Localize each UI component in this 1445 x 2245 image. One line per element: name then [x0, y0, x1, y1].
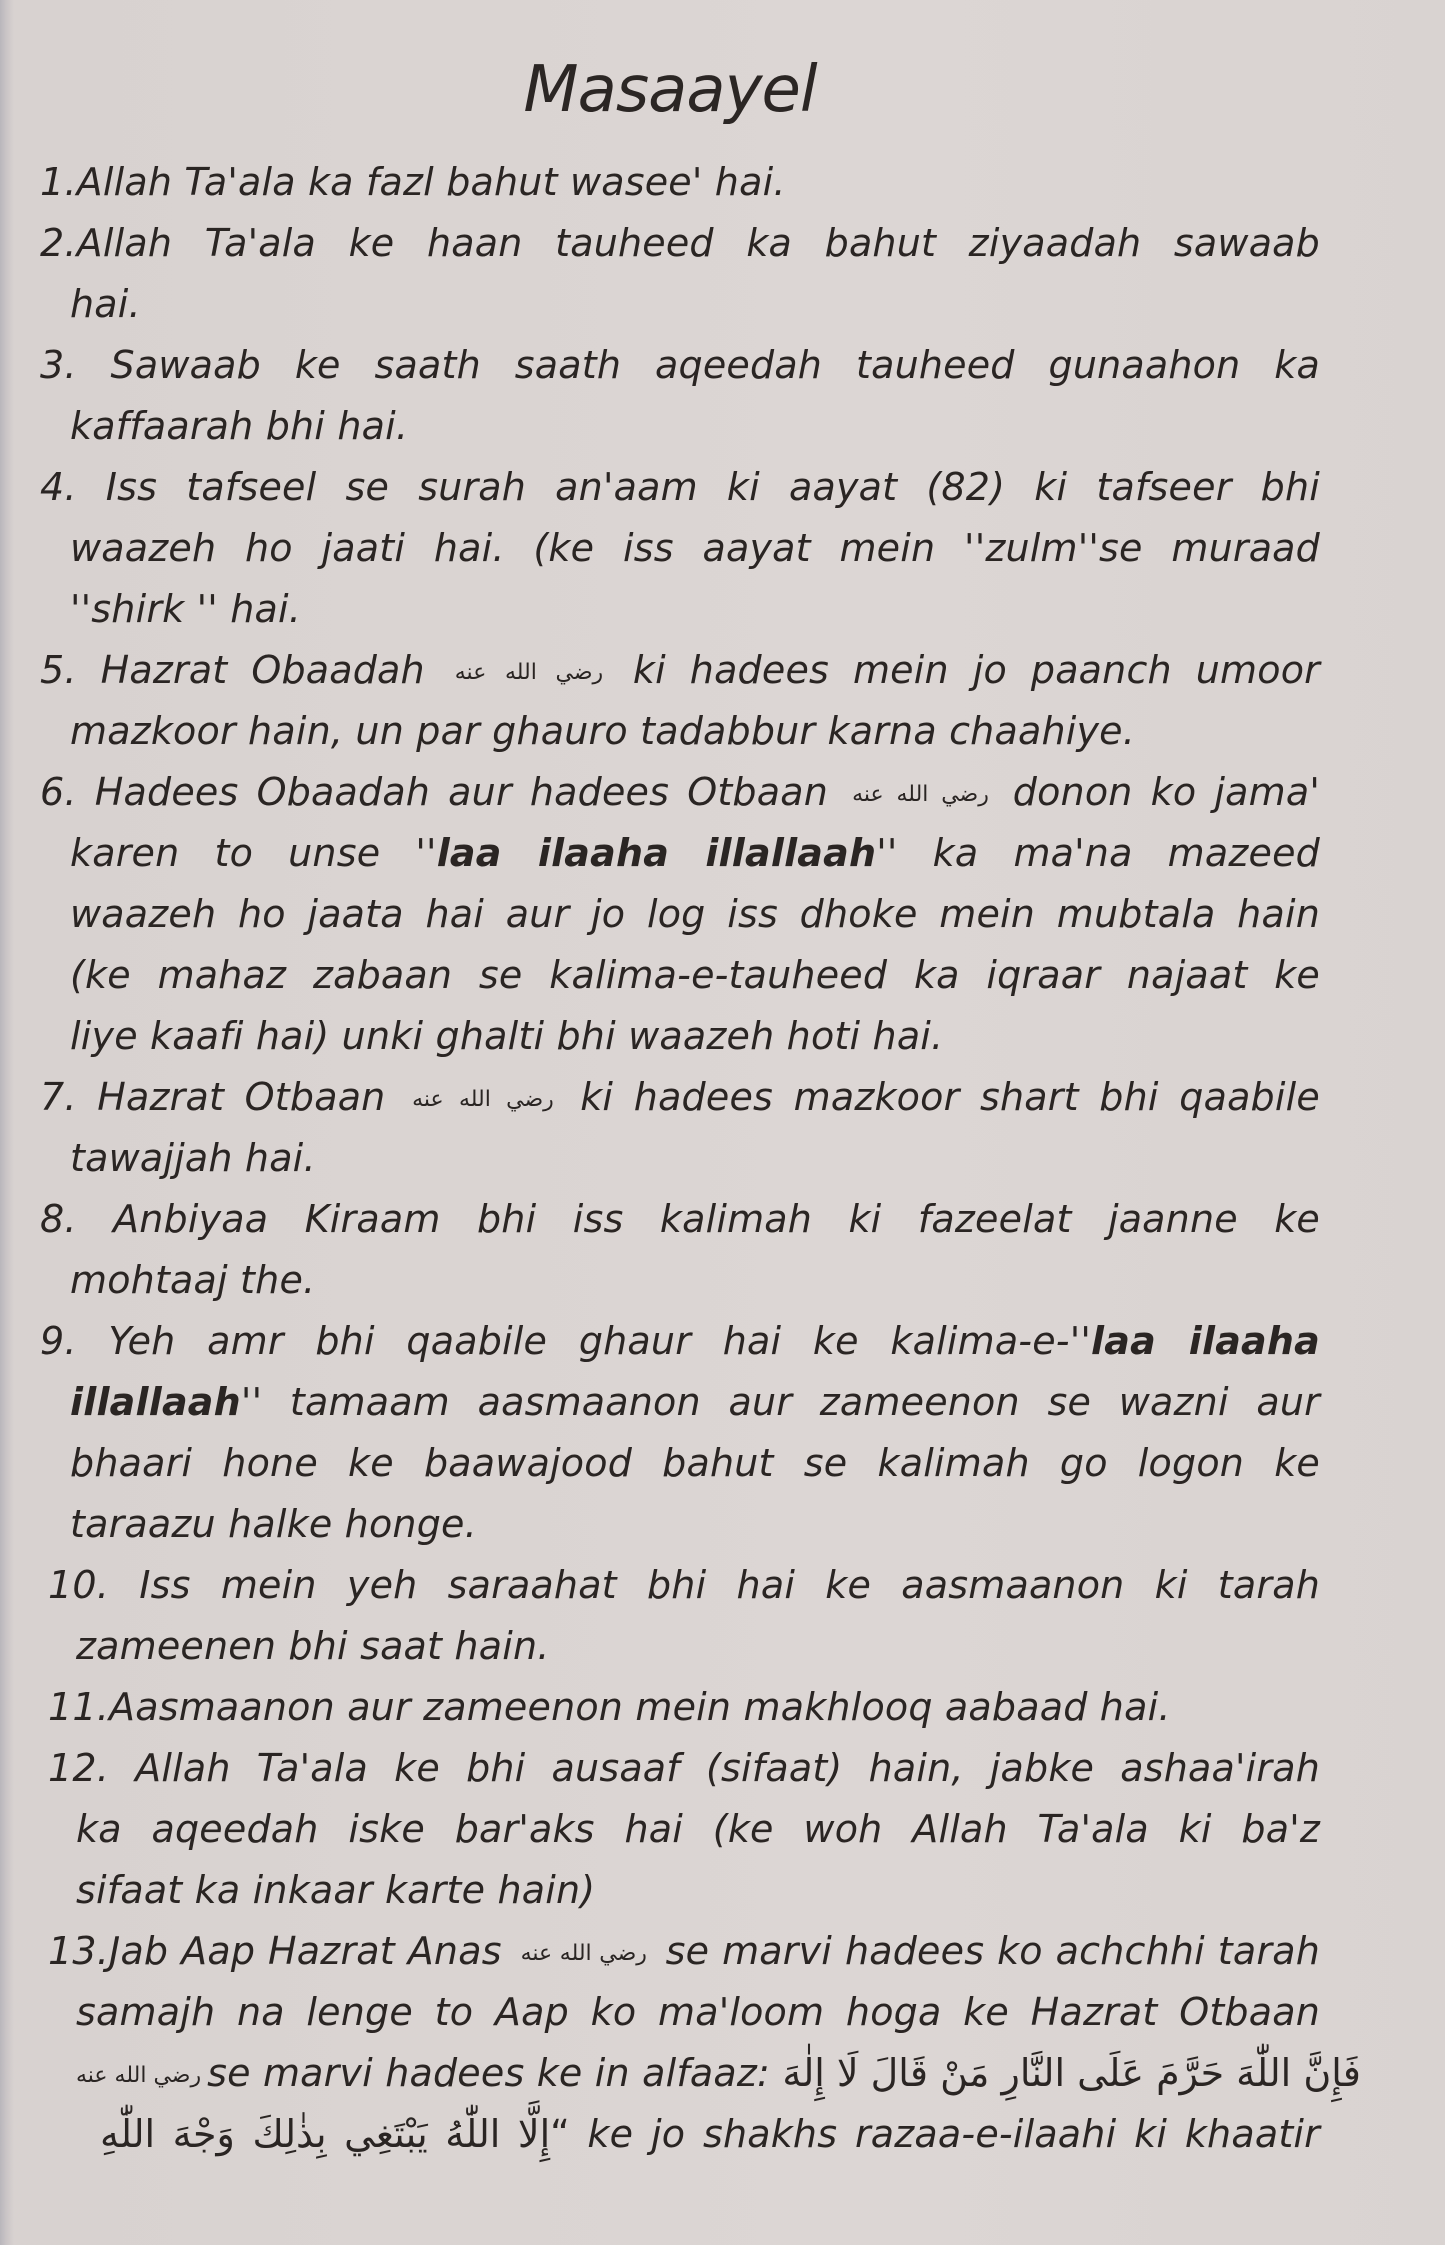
item-12-line-2: ka aqeedah iske bar'aks hai (ke woh Allah Ta'ala ki ba'z	[76, 1807, 1320, 1851]
radiyallahu-anhu-icon: رضي الله عنه	[412, 1087, 554, 1112]
item-4-line-2: waazeh ho jaati hai. (ke iss aayat mein ''zulm''se muraad	[70, 526, 1320, 570]
item-6-line-2	[70, 823, 1320, 884]
item-9-line-2	[70, 1372, 1320, 1433]
item-6-line-4: (ke mahaz zabaan se kalima-e-tauheed ka iqraar najaat ke	[70, 953, 1320, 997]
radiyallahu-anhu-icon: رضي الله عنه	[852, 782, 989, 807]
item-6-text-b: donon ko jama'	[1012, 770, 1320, 814]
item-1: 1.Allah Ta'ala ka fazl bahut wasee' hai.	[40, 160, 786, 204]
kalima-bold: laa ilaaha	[1091, 1319, 1321, 1363]
item-9-line-3: bhaari hone ke baawajood bahut se kalimah go logon ke	[70, 1441, 1320, 1485]
arabic-hadith-text-1: فَإِنَّ اللّٰهَ حَرَّمَ عَلَى النَّارِ مَنْ قَالَ لَا إِلٰهَ	[782, 2051, 1361, 2095]
item-3-line-1: 3. Sawaab ke saath saath aqeedah tauheed gunaahon ka	[40, 343, 1320, 387]
item-6-text-d: '' ka ma'na mazeed	[876, 831, 1320, 875]
item-5-line-2: mazkoor hain, un par ghauro tadabbur karna chaahiye.	[70, 709, 1136, 753]
item-10-line-2: zameenen bhi saat hain.	[76, 1624, 550, 1668]
item-9-line-1	[40, 1311, 1320, 1372]
item-13-text-b: se marvi hadees ko achchhi tarah	[665, 1929, 1320, 1973]
item-5-text-a: 5. Hazrat Obaadah	[40, 648, 425, 692]
item-5-line-1	[40, 640, 1320, 701]
kalima-bold: laa ilaaha illallaah	[436, 831, 877, 875]
radiyallahu-anhu-icon: رضي الله عنه	[76, 2063, 202, 2088]
item-9-line-4: taraazu halke honge.	[70, 1502, 477, 1546]
item-13-line-1	[48, 1921, 1320, 1982]
item-9-text-b: '' tamaam aasmaanon aur zameenon se wazni aur	[240, 1380, 1320, 1424]
item-6-line-5: liye kaafi hai) unki ghalti bhi waazeh hoti hai.	[70, 1014, 944, 1058]
item-8-line-1: 8. Anbiyaa Kiraam bhi iss kalimah ki fazeelat jaanne ke	[40, 1197, 1320, 1241]
item-11: 11.Aasmaanon aur zameenon mein makhlooq aabaad hai.	[48, 1685, 1171, 1729]
item-6-text-a: 6. Hadees Obaadah aur hadees Otbaan	[40, 770, 829, 814]
item-9-text-a: 9. Yeh amr bhi qaabile ghaur hai ke kalima-e-''	[40, 1319, 1092, 1363]
item-7-line-1	[40, 1067, 1320, 1128]
item-7-line-2: tawajjah hai.	[70, 1136, 316, 1180]
item-3-line-2: kaffaarah bhi hai.	[70, 404, 409, 448]
item-10-line-1: 10. Iss mein yeh saraahat bhi hai ke aasmaanon ki tarah	[48, 1563, 1320, 1607]
item-6-text-c: karen to unse ''	[70, 831, 437, 875]
item-13-text-a: 13.Jab Aap Hazrat Anas	[48, 1929, 502, 1973]
radiyallahu-anhu-icon: رضي الله عنه	[454, 660, 604, 685]
item-13-text-d: ke jo shakhs razaa-e-ilaahi ki khaatir	[587, 2112, 1320, 2156]
item-13-line-2: samajh na lenge to Aap ko ma'loom hoga ke Hazrat Otbaan	[76, 1990, 1320, 2034]
item-2-line-1: 2.Allah Ta'ala ke haan tauheed ka bahut ziyaadah sawaab	[40, 221, 1320, 265]
arabic-hadith-text-2: “إِلَّا اللّٰهُ يَبْتَغِي بِذٰلِكَ وَجْهَ اللّٰهِ	[100, 2112, 570, 2156]
page-title: Masaayel	[523, 53, 817, 127]
item-12-line-1: 12. Allah Ta'ala ke bhi ausaaf (sifaat) hain, jabke ashaa'irah	[48, 1746, 1320, 1790]
item-5-text-b: ki hadees mein jo paanch umoor	[632, 648, 1320, 692]
item-6-line-1	[40, 762, 1320, 823]
item-4-line-3: ''shirk '' hai.	[70, 587, 302, 631]
kalima-bold: illallaah	[70, 1380, 241, 1424]
item-13-line-3	[76, 2043, 1361, 2104]
item-2-line-2: hai.	[70, 282, 141, 326]
item-13-line-4	[100, 2104, 1320, 2165]
radiyallahu-anhu-icon: رضي الله عنه	[520, 1941, 647, 1966]
item-13-text-c: se marvi hadees ke in alfaaz:	[207, 2051, 771, 2095]
item-8-line-2: mohtaaj the.	[70, 1258, 316, 1302]
item-4-line-1: 4. Iss tafseel se surah an'aam ki aayat (82) ki tafseer bhi	[40, 465, 1320, 509]
item-6-line-3: waazeh ho jaata hai aur jo log iss dhoke mein mubtala hain	[70, 892, 1320, 936]
item-12-line-3: sifaat ka inkaar karte hain)	[76, 1868, 596, 1912]
item-7-text-a: 7. Hazrat Otbaan	[40, 1075, 386, 1119]
item-7-text-b: ki hadees mazkoor shart bhi qaabile	[580, 1075, 1320, 1119]
